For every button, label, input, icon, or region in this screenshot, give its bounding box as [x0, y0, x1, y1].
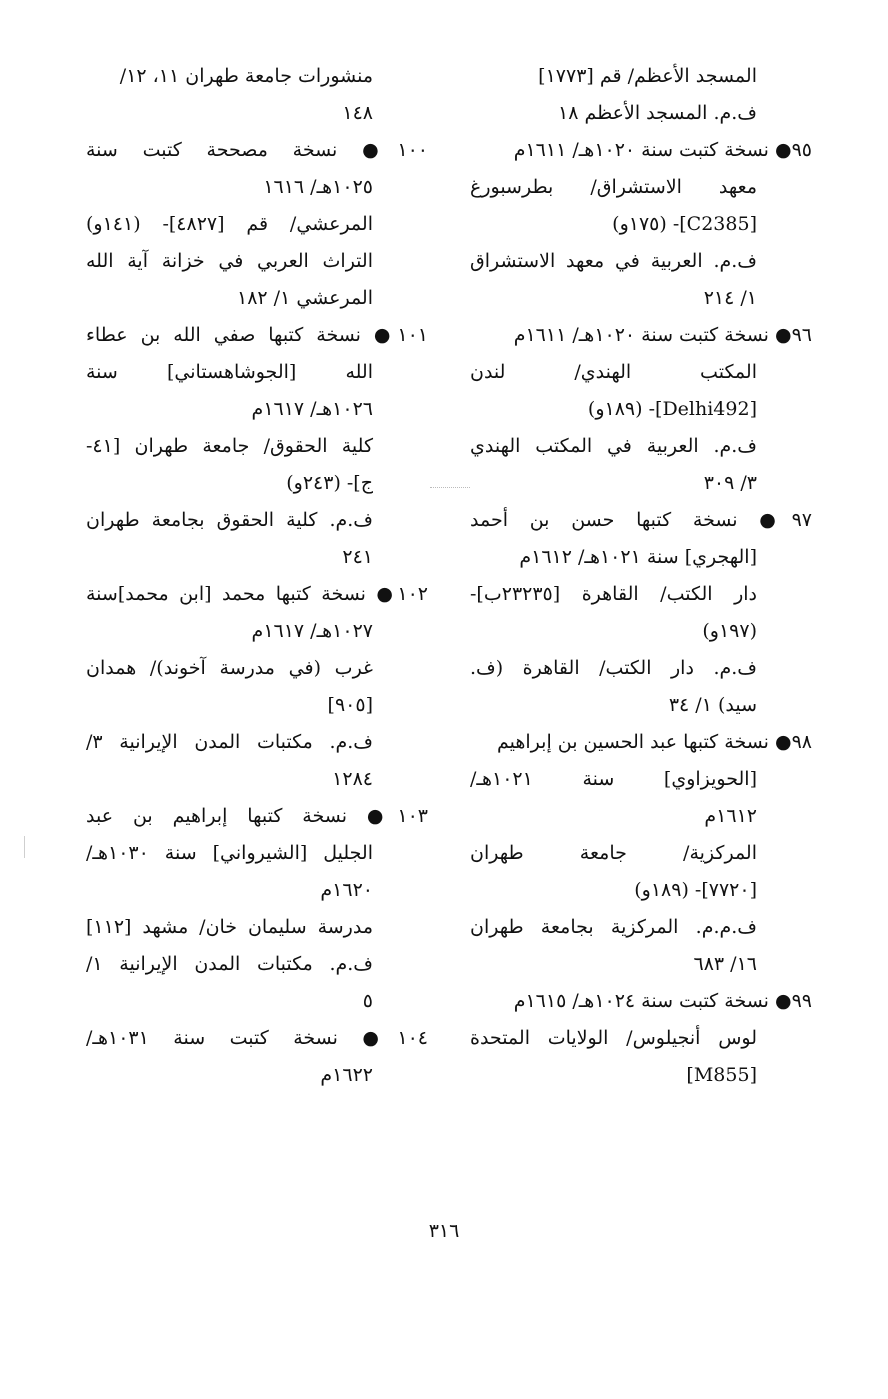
- entry-line: ٣/ ٣٠٩: [703, 472, 757, 494]
- entry-line: غرب (في مدرسة آخوند)/ همدان: [86, 657, 373, 679]
- entry-line: ج]- (٢٤٣و): [286, 472, 373, 494]
- entry-95: [470, 132, 812, 317]
- entry-line: ١٦/ ٦٨٣: [693, 953, 757, 975]
- entry-line: دار الكتب/ القاهرة [٢٣٢٣٥ب]-: [470, 583, 757, 605]
- page-number: ٣١٦: [428, 1220, 460, 1242]
- entry-line: [M855]: [686, 1064, 757, 1086]
- entry-heading: ٩٥● نسخة كتبت سنة ١٠٢٠هـ/ ١٦١١م: [513, 139, 812, 161]
- entry-line: [الحويزاوي] سنة ١٠٢١هـ/: [470, 768, 757, 790]
- entry-102: [86, 576, 428, 798]
- entry-line: ف.م. العربية في معهد الاستشراق: [470, 250, 757, 272]
- entry-98: [470, 724, 812, 983]
- entry-line: سيد) ١/ ٣٤: [668, 694, 757, 716]
- entry-line: ف.م. مكتبات المدن الإيرانية ٣/: [86, 731, 373, 753]
- entry-line: ١/ ٢١٤: [703, 287, 757, 309]
- entry-line: ف.م. المسجد الأعظم ١٨: [557, 102, 757, 124]
- scan-artifact-rule: [430, 487, 470, 489]
- entry-line: ١٦٢٢م: [320, 1064, 373, 1086]
- entry-101: [86, 317, 428, 576]
- entry-line: ف.م. كلية الحقوق بجامعة طهران: [86, 509, 373, 531]
- entry-line: [C2385]- (١٧٥و): [612, 213, 757, 235]
- entry-line: المركزية/ جامعة طهران: [470, 842, 757, 864]
- left-column: [86, 58, 428, 1094]
- entry-line: المكتب الهندي/ لندن: [470, 361, 757, 383]
- entry-99: [470, 983, 812, 1094]
- entry-line: [٧٧٢٠]- (١٨٩و): [634, 879, 757, 901]
- entry-continuation: [86, 58, 428, 132]
- entry-96: [470, 317, 812, 502]
- entry-line: [Delhi492]- (١٨٩و): [587, 398, 757, 420]
- entry-heading: ١٠٣● نسخة كتبها إبراهيم بن عبد: [86, 805, 428, 827]
- entry-line: ١٢٨٤: [332, 768, 373, 790]
- entry-line: ١٠٢٦هـ/ ١٦١٧م: [251, 398, 373, 420]
- entry-line: المرعشي ١/ ١٨٢: [237, 287, 373, 309]
- entry-97: [470, 502, 812, 724]
- entry-heading: ٩٨● نسخة كتبها عبد الحسين بن إبراهيم: [497, 731, 812, 753]
- entry-heading: ٩٧● نسخة كتبها حسن بن أحمد: [470, 509, 812, 531]
- entry-line: الله [الجوشاهستاني] سنة: [86, 361, 373, 383]
- entry-line: [الهجري] سنة ١٠٢١هـ/ ١٦١٢م: [519, 546, 757, 568]
- entry-heading: ١٠٤● نسخة كتبت سنة ١٠٣١هـ/: [86, 1027, 428, 1049]
- entry-line: ف.م. مكتبات المدن الإيرانية ١/: [86, 953, 373, 975]
- entry-103: [86, 798, 428, 1020]
- entry-line: ٥: [362, 990, 373, 1012]
- entry-line: ١٦١٢م: [704, 805, 757, 827]
- entry-line: التراث العربي في خزانة آية الله: [86, 250, 373, 272]
- entry-line: مدرسة سليمان خان/ مشهد [١١٢]: [86, 916, 373, 938]
- entry-heading: ٩٩● نسخة كتبت سنة ١٠٢٤هـ/ ١٦١٥م: [513, 990, 812, 1012]
- entry-100: [86, 132, 428, 317]
- entry-104: [86, 1020, 428, 1094]
- entry-heading: ٩٦● نسخة كتبت سنة ١٠٢٠هـ/ ١٦١١م: [513, 324, 812, 346]
- right-column: [470, 58, 812, 1094]
- entry-line: ف.م.م. المركزية بجامعة طهران: [470, 916, 757, 938]
- entry-line: الجليل [الشيرواني] سنة ١٠٣٠هـ/: [86, 842, 373, 864]
- entry-line: ١٦٢٠م: [320, 879, 373, 901]
- entry-continuation: [470, 58, 812, 132]
- entry-line: معهد الاستشراق/ بطرسبورغ: [470, 176, 757, 198]
- entry-heading: ١٠١● نسخة كتبها صفي الله بن عطاء: [86, 324, 428, 346]
- entry-line: لوس أنجيلوس/ الولايات المتحدة: [470, 1027, 757, 1049]
- entry-line: ف.م. العربية في المكتب الهندي: [470, 435, 757, 457]
- entry-heading: ١٠٠● نسخة مصححة كتبت سنة: [86, 139, 428, 161]
- entry-line: ف.م. دار الكتب/ القاهرة (ف.: [470, 657, 757, 679]
- entry-line: ٢٤١: [342, 546, 373, 568]
- entry-line: (١٩٧و): [702, 620, 757, 642]
- entry-line: المسجد الأعظم/ قم [١٧٧٣]: [538, 65, 757, 87]
- entry-heading: ١٠٢● نسخة كتبها محمد [ابن محمد]سنة: [86, 583, 428, 605]
- entry-line: المرعشي/ قم [٤٨٢٧]- (١٤١و): [86, 213, 373, 235]
- entry-line: ١٠٢٥هـ/ ١٦١٦: [263, 176, 373, 198]
- entry-line: منشورات جامعة طهران ١١، ١٢/: [119, 65, 373, 87]
- entry-line: كلية الحقوق/ جامعة طهران [٤١-: [86, 435, 373, 457]
- entry-line: ١٤٨: [342, 102, 373, 124]
- entry-line: ١٠٢٧هـ/ ١٦١٧م: [251, 620, 373, 642]
- scan-artifact-mark: [24, 836, 25, 858]
- entry-line: [٩٠٥]: [327, 694, 373, 716]
